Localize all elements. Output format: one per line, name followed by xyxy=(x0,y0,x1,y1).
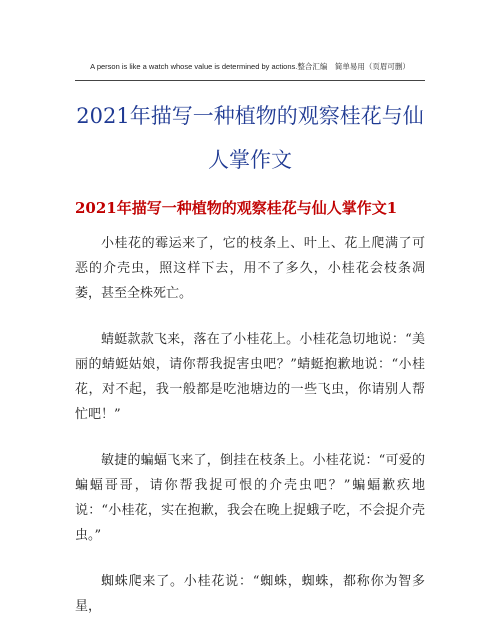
paragraph-3: 敏捷的蝙蝠飞来了，倒挂在枝条上。小桂花说：“可爱的蝙蝠哥哥，请你帮我捉可恨的介壳虫吧？”蝙蝠歉疚地说：“小桂花，实在抱歉，我会在晚上捉蛾子吃，不会捉介壳虫。” xyxy=(75,453,425,543)
section-heading: 2021年描写一种植物的观察桂花与仙人掌作文1 xyxy=(75,199,398,217)
header-divider xyxy=(75,80,425,81)
document-title: 2021年描写一种植物的观察桂花与仙人掌作文 xyxy=(76,104,424,172)
paragraph-2: 蜻蜓款款飞来，落在了小桂花上。小桂花急切地说：“美丽的蜻蜓姑娘，请你帮我捉害虫吧？”蜻蜓抱歉地说：“小桂花，对不起，我一般都是吃池塘边的一些飞虫，你请别人帮忙吧！” xyxy=(75,332,425,422)
document-body xyxy=(75,231,425,619)
page-header-text: A person is like a watch whose value is determined by actions.整合汇编 简单易用（页眉可删） xyxy=(90,62,410,71)
paragraph-1: 小桂花的霉运来了，它的枝条上、叶上、花上爬满了可恶的介壳虫，照这样下去，用不了多久，小桂花会枝条凋萎，甚至全株死亡。 xyxy=(75,236,425,301)
paragraph-4: 蜘蛛爬来了。小桂花说：“蜘蛛，蜘蛛，都称你为智多星， xyxy=(75,574,425,614)
